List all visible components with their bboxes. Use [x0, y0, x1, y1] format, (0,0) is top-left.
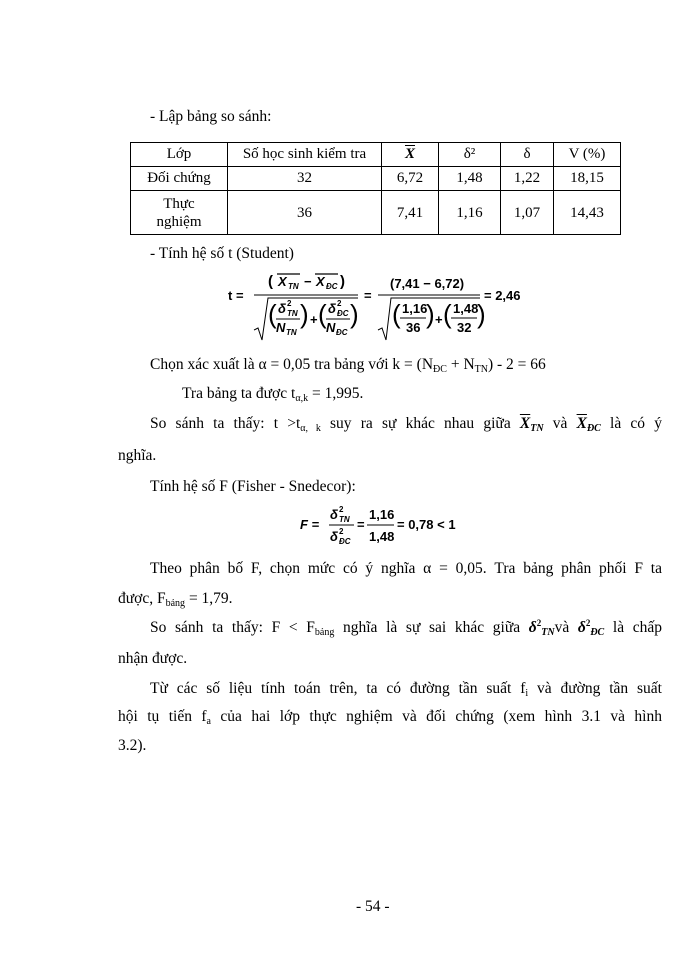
cell-lop: Đối chứng [131, 167, 228, 191]
header-cell-xbar: $\overline{X}$ [382, 143, 439, 167]
svg-text:−: − [304, 274, 312, 289]
t-lhs: t = [228, 288, 244, 303]
cell-d: 1,22 [501, 167, 554, 191]
cell-d2: 1,16 [439, 191, 501, 235]
f-formula [300, 505, 470, 549]
svg-text:32: 32 [457, 320, 472, 335]
table-row [131, 167, 621, 191]
svg-text:=: = [364, 288, 372, 303]
p3-line2: nghĩa. [118, 447, 157, 464]
svg-text:): ) [426, 299, 435, 329]
svg-text:2: 2 [287, 299, 292, 308]
svg-text:2: 2 [337, 299, 342, 308]
p6-line3: 3.2). [118, 737, 147, 754]
p1: Chọn xác xuất là α = 0,05 tra bảng với $k = (N_{ĐC} + N_{TN}) - 2 = 66$ [150, 356, 546, 375]
svg-text:δ: δ [278, 301, 286, 316]
cell-v: 18,15 [554, 167, 621, 191]
x-dc: X [316, 274, 325, 289]
svg-text:δ: δ [328, 301, 336, 316]
svg-text:TN: TN [287, 309, 298, 318]
svg-text:): ) [350, 299, 359, 329]
cell-x: 7,41 [382, 191, 439, 235]
svg-text:ĐC: ĐC [339, 537, 351, 546]
header-cell: V (%) [554, 143, 621, 167]
f-num: 1,16 [369, 507, 395, 522]
svg-text:N: N [276, 320, 286, 335]
f-result: = 0,78 < 1 [397, 517, 456, 532]
svg-text:δ: δ [330, 507, 338, 522]
fisher-label: Tính hệ số F (Fisher - Snedecor): [150, 478, 356, 495]
cell-lop: Thực nghiệm [131, 191, 228, 235]
svg-text:TN: TN [339, 515, 350, 524]
t-result: = 2,46 [484, 288, 521, 303]
svg-text:1,16: 1,16 [402, 301, 428, 316]
svg-text:): ) [477, 299, 486, 329]
f-lhs: F = [300, 517, 320, 532]
page-number: - 54 - [356, 898, 390, 915]
p3: So sánh ta thấy: $t >t_{\alpha, k}$ suy ra sự khác nhau giữa $\overline{X}_{TN}$ và $\overline{X}_{ĐC}$ là có ý [150, 415, 662, 434]
svg-text:2: 2 [339, 505, 344, 514]
x-tn: X [278, 274, 287, 289]
p5: So sánh ta thấy: $F < F_{bảng}$ nghĩa là sự sai khác giữa $\delta^2_{TN}và$ $\delta^2_{ĐC}$ là chấp [150, 618, 662, 639]
f-den: 1,48 [369, 529, 395, 544]
table-row [131, 191, 621, 235]
table-header-row [131, 143, 621, 167]
svg-text:): ) [340, 273, 345, 290]
p4-line1: Theo phân bố F, chọn mức có ý nghĩa α = 0,05. Tra bảng phân phối F ta [150, 560, 662, 577]
header-cell: Lớp [131, 143, 228, 167]
t-numeric-num: (7,41 − 6,72) [390, 276, 465, 291]
svg-text:): ) [300, 299, 309, 329]
header-cell: Số học sinh kiểm tra [228, 143, 382, 167]
t-formula [228, 268, 548, 348]
svg-text:(: ( [268, 299, 277, 329]
p4-line2: được, $F_{bảng} = 1,79$. [118, 590, 233, 609]
cell-so-hs: 32 [228, 167, 382, 191]
svg-text:=: = [357, 517, 365, 532]
svg-text:(: ( [318, 299, 327, 329]
svg-text:(: ( [268, 273, 273, 290]
svg-text:δ: δ [330, 529, 338, 544]
p6-line2: hội tụ tiến $f_a$ của hai lớp thực nghiệm và đối chứng (xem hình 3.1 và hình [118, 708, 662, 727]
cell-d2: 1,48 [439, 167, 501, 191]
svg-text:TN: TN [288, 282, 299, 291]
header-cell: δ [501, 143, 554, 167]
student-bullet: - Tính hệ số t (Student) [150, 245, 294, 262]
header-cell: δ² [439, 143, 501, 167]
svg-text:36: 36 [406, 320, 421, 335]
svg-text:+: + [435, 312, 443, 327]
intro-bullet: - Lập bảng so sánh: [150, 108, 272, 125]
svg-text:ĐC: ĐC [336, 328, 348, 337]
p6-line1: Từ các số liệu tính toán trên, ta có đường tần suất $f_i$ và đường tần suất [150, 680, 662, 699]
cell-so-hs: 36 [228, 191, 382, 235]
svg-text:TN: TN [286, 328, 297, 337]
svg-text:2: 2 [339, 527, 344, 536]
comparison-table [130, 142, 621, 235]
cell-x: 6,72 [382, 167, 439, 191]
p5-line2: nhận được. [118, 650, 188, 667]
cell-d: 1,07 [501, 191, 554, 235]
svg-text:N: N [326, 320, 336, 335]
svg-text:ĐC: ĐC [326, 282, 338, 291]
svg-text:1,48: 1,48 [453, 301, 479, 316]
p2: Tra bảng ta được $t_{\alpha,k} = 1,995$. [182, 385, 364, 404]
cell-v: 14,43 [554, 191, 621, 235]
svg-text:+: + [310, 312, 318, 327]
svg-text:(: ( [392, 299, 401, 329]
svg-text:(: ( [443, 299, 452, 329]
svg-text:ĐC: ĐC [337, 309, 349, 318]
